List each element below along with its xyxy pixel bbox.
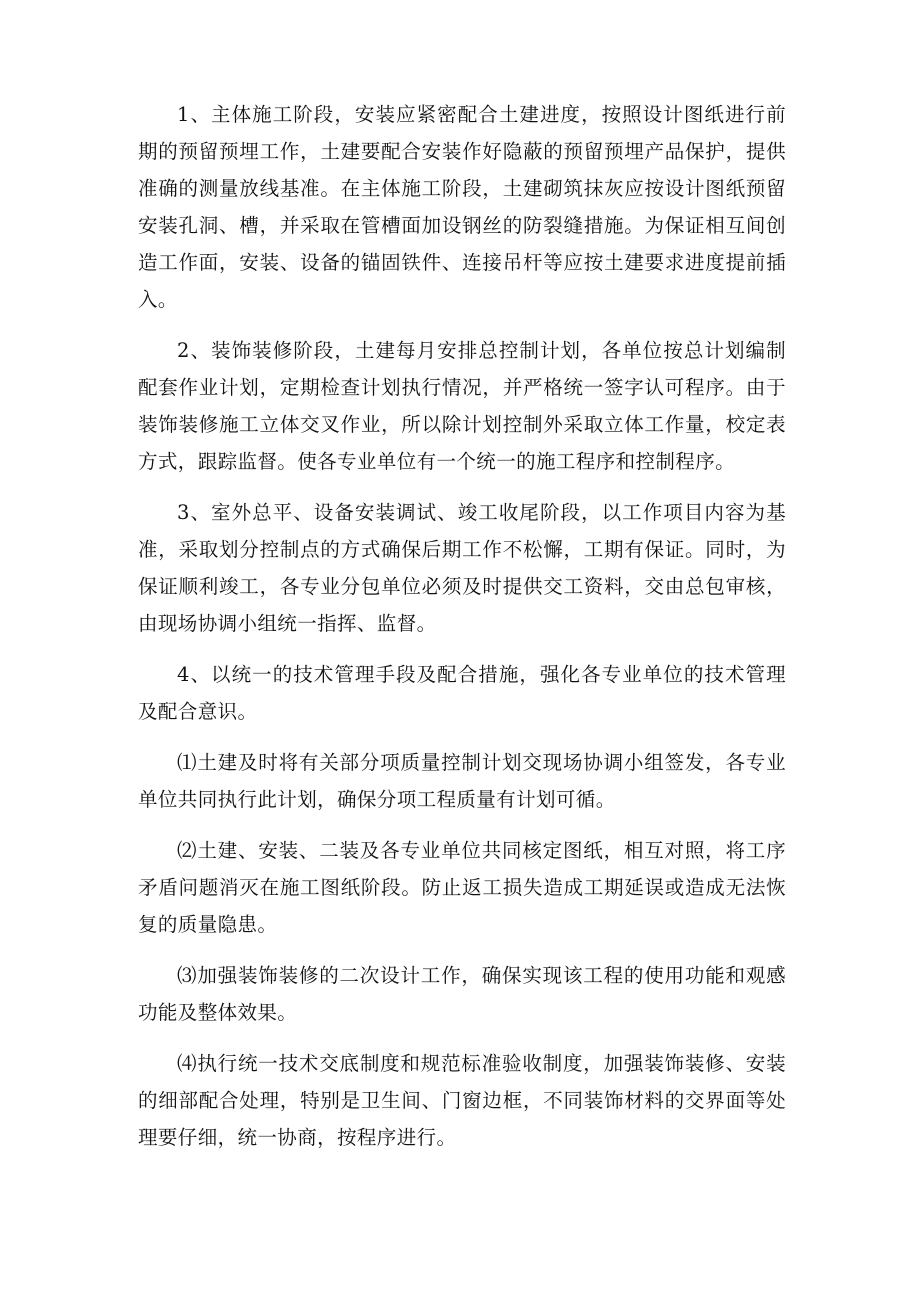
paragraph-4-2: ⑵土建、安装、二装及各专业单位共同核定图纸，相互对照，将工序矛盾问题消灭在施工图纸阶段。防止返工损失造成工期延误或造成无法恢复的质量隐患。 [138, 839, 786, 936]
paragraph-4-4: ⑷执行统一技术交底制度和规范标准验收制度，加强装饰装修、安装的细部配合处理，特别是卫生间、门窗边框，不同装饰材料的交界面等处理要仔细，统一协商，按程序进行。 [138, 1052, 786, 1149]
paragraph-2: 2、装饰装修阶段，土建每月安排总控制计划，各单位按总计划编制配套作业计划，定期检查计划执行情况，并严格统一签字认可程序。由于装饰装修施工立体交叉作业，所以除计划控制外采取立体工作量，校定表方式，跟踪监督。使各专业单位有一个统一的施工程序和控制程序。 [138, 339, 786, 473]
document-body [138, 96, 786, 1170]
paragraph-4-1: ⑴土建及时将有关部分项质量控制计划交现场协调小组签发，各专业单位共同执行此计划，确保分项工程质量有计划可循。 [138, 751, 786, 811]
paragraph-3: 3、室外总平、设备安装调试、竣工收尾阶段，以工作项目内容为基准，采取划分控制点的方式确保后期工作不松懈，工期有保证。同时，为保证顺利竣工，各专业分包单位必须及时提供交工资料，交由总包审核，由现场协调小组统一指挥、监督。 [138, 501, 786, 635]
paragraph-4: 4、以统一的技术管理手段及配合措施，强化各专业单位的技术管理及配合意识。 [138, 663, 786, 723]
paragraph-1: 1、主体施工阶段，安装应紧密配合土建进度，按照设计图纸进行前期的预留预埋工作，土建要配合安装作好隐蔽的预留预埋产品保护，提供准确的测量放线基准。在主体施工阶段，土建砌筑抹灰应按设计图纸预留安装孔洞、槽，并采取在管槽面加设钢丝的防裂缝措施。为保证相互间创造工作面，安装、设备的锚固铁件、连接吊杆等应按土建要求进度提前插入。 [138, 103, 786, 311]
paragraph-4-3: ⑶加强装饰装修的二次设计工作，确保实现该工程的使用功能和观感功能及整体效果。 [138, 964, 786, 1024]
